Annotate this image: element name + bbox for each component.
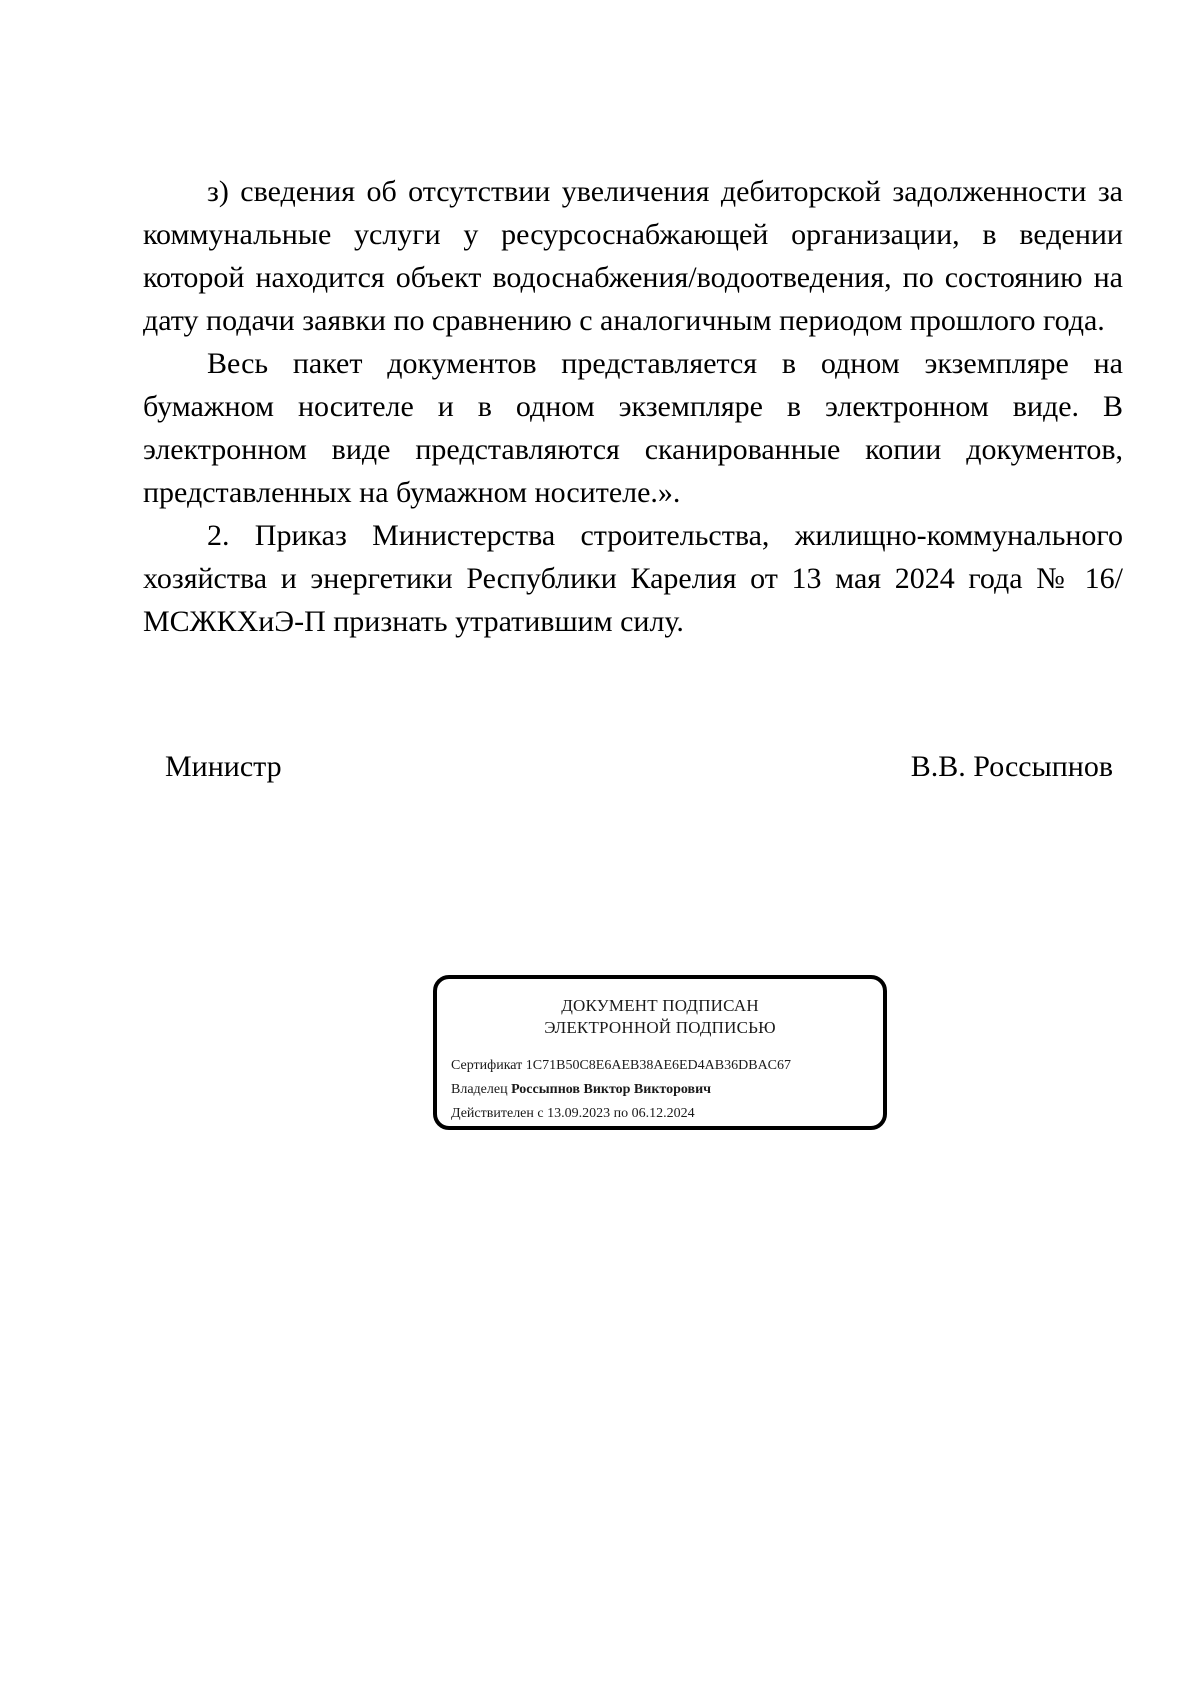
stamp-title	[437, 995, 883, 1039]
signatory-name: В.В. Россыпнов	[910, 750, 1113, 783]
stamp-title-line-1: ДОКУМЕНТ ПОДПИСАН	[561, 996, 759, 1015]
stamp-title-line-2: ЭЛЕКТРОННОЙ ПОДПИСЬЮ	[544, 1018, 776, 1037]
signature-block	[165, 745, 1113, 788]
paragraph-document-package: Весь пакет документов представляется в одном экземпляре на бумажном носителе и в одном экземпляре в электронном виде. В электронном виде представляются сканированные копии документов, представленных на бумажном носителе.».	[143, 347, 1123, 509]
document-body	[143, 170, 1123, 643]
stamp-certificate-row	[451, 1054, 791, 1078]
stamp-valid-from: 13.09.2023	[547, 1106, 611, 1121]
signatory-position: Министр	[165, 750, 282, 783]
paragraph-item-2: 2. Приказ Министерства строительства, жилищно-коммунального хозяйства и энергетики Республики Карелия от 13 мая 2024 года № 16/МСЖКХиЭ-П признать утратившим силу.	[143, 519, 1123, 638]
stamp-certificate-value: 1C71B50C8E6AEB38AE6ED4AB36DBAC67	[525, 1058, 792, 1073]
stamp-valid-to-label: по	[613, 1106, 629, 1121]
stamp-validity-row	[451, 1102, 791, 1126]
stamp-owner-row	[451, 1078, 791, 1102]
stamp-valid-label: Действителен с	[451, 1106, 544, 1121]
stamp-valid-to: 06.12.2024	[631, 1106, 695, 1121]
stamp-owner-label: Владелец	[451, 1082, 508, 1097]
stamp-certificate-label: Сертификат	[451, 1058, 523, 1073]
electronic-signature-stamp	[433, 975, 887, 1130]
stamp-owner-value: Россыпнов Виктор Викторович	[511, 1082, 712, 1097]
stamp-details	[451, 1054, 791, 1126]
paragraph-item-z: з) сведения об отсутствии увеличения дебиторской задолженности за коммунальные услуги у ресурсоснабжающей организации, в ведении которой находится объект водоснабжения/водоотведения, по состоянию на дату подачи заявки по сравнению с аналогичным периодом прошлого года.	[143, 175, 1123, 337]
